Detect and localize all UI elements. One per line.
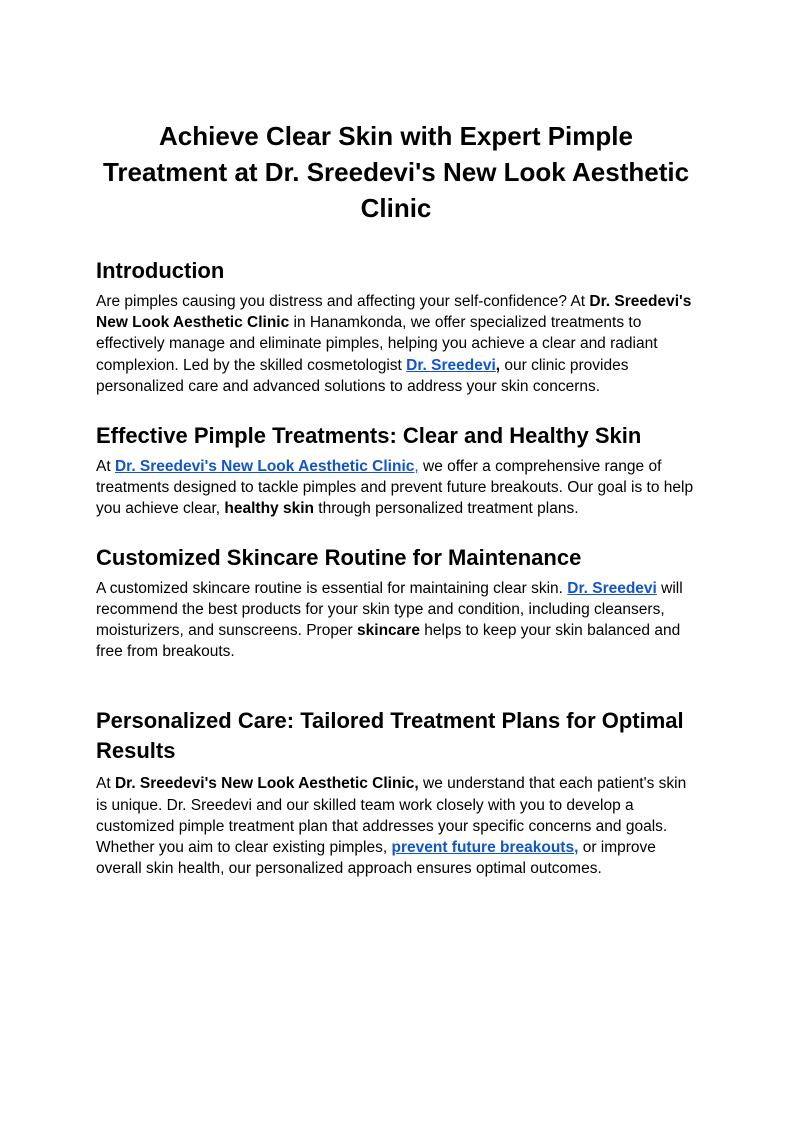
- bold-comma: ,: [495, 356, 501, 374]
- text-run: we understand that each patient's skin is unique. Dr. Sreedevi and our skilled team work closely with you to develop a customized pimple treatment plan that addresses your specific concerns and goals. Whether you aim to clear existing pimples,: [96, 775, 687, 857]
- section-paragraph-personalized-care: [96, 773, 696, 879]
- section-paragraph-effective-treatments: [96, 456, 696, 520]
- text-run: through personalized treatment plans.: [313, 500, 579, 518]
- text-run: will recommend the best products for your skin type and condition, including cleansers, moisturizers, and sunscreens. Proper: [96, 579, 683, 640]
- bold-run-clinic-name: Dr. Sreedevi's New Look Aesthetic Clinic,: [114, 775, 419, 793]
- section-paragraph-introduction: [96, 291, 696, 397]
- text-run: At: [96, 775, 115, 793]
- link-clinic-name[interactable]: Dr. Sreedevi's New Look Aesthetic Clinic: [114, 458, 415, 476]
- link-prevent-future-breakouts[interactable]: prevent future breakouts,: [391, 839, 579, 857]
- link-dr-sreedevi[interactable]: Dr. Sreedevi: [406, 356, 496, 374]
- bold-run-skincare: skincare: [357, 622, 420, 640]
- text-run: At: [96, 458, 115, 476]
- text-run: Are pimples causing you distress and affecting your self-confidence? At: [96, 293, 590, 310]
- section-heading-skincare-routine: Customized Skincare Routine for Maintenance: [96, 544, 582, 570]
- link-comma[interactable]: ,: [414, 458, 419, 476]
- document-title: Achieve Clear Skin with Expert Pimple Treatment at Dr. Sreedevi's New Look Aesthetic Clinic: [102, 121, 690, 223]
- section-paragraph-skincare-routine: [96, 578, 696, 663]
- text-run: we offer a comprehensive range of treatments designed to tackle pimples and prevent future breakouts. Our goal is to help you achieve clear,: [96, 458, 694, 518]
- text-run: A customized skincare routine is essential for maintaining clear skin.: [96, 579, 568, 597]
- bold-run-clinic-name: Dr. Sreedevi's New Look Aesthetic Clinic: [96, 293, 692, 332]
- section-heading-personalized-care: Personalized Care: Tailored Treatment Plans for Optimal Results: [96, 708, 684, 764]
- text-run: helps to keep your skin balanced and free from breakouts.: [96, 622, 681, 661]
- bold-run-healthy-skin: healthy skin: [224, 500, 314, 518]
- text-run: or improve overall skin health, our personalized approach ensures optimal outcomes.: [96, 839, 656, 878]
- section-heading-effective-treatments: Effective Pimple Treatments: Clear and Healthy Skin: [96, 423, 642, 449]
- text-run: in Hanamkonda, we offer specialized treatments to effectively manage and eliminate pimples, helping you achieve a clear and radiant complexion. Led by the skilled cosmetologist: [96, 314, 658, 374]
- link-dr-sreedevi[interactable]: Dr. Sreedevi: [567, 579, 657, 597]
- section-heading-introduction: Introduction: [96, 258, 225, 283]
- text-run: our clinic provides personalized care and advanced solutions to address your skin concerns.: [96, 356, 629, 395]
- document-page: [96, 118, 696, 879]
